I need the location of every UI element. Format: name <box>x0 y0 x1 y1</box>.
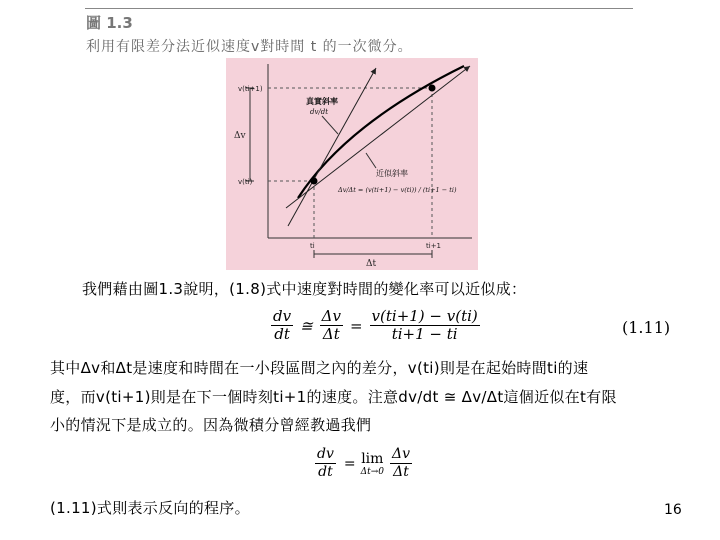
eq2-equals: = <box>343 455 356 472</box>
top-rule <box>85 8 633 9</box>
eq2-rhs-num: Δv <box>392 446 411 462</box>
label-delta-t: Δt <box>366 259 377 269</box>
eq2-lim: lim <box>361 450 384 467</box>
label-approx-formula: Δv/Δt = (v(ti+1) − v(ti)) / (ti+1 − ti) <box>338 186 457 194</box>
eq1-approx: ≅ <box>300 316 313 335</box>
eq1-equals: = <box>349 316 363 335</box>
figure-label: 圖 1.3 <box>86 14 133 32</box>
label-v-next: v(ti+1) <box>238 85 263 93</box>
label-t-i: ti <box>310 242 315 250</box>
closing-sentence: (1.11)式則表示反向的程序。 <box>50 499 250 517</box>
eq2-lhs-den: dt <box>318 464 333 480</box>
point-t-next <box>429 85 436 92</box>
eq2-lhs-num: dv <box>317 446 334 462</box>
true-slope-leader <box>322 116 338 134</box>
figure-caption: 利用有限差分法近似速度v對時間 t 的一次微分。 <box>86 39 413 55</box>
eq2-rhs-den: Δt <box>393 464 409 480</box>
figure-panel <box>226 58 478 270</box>
equation-1-11 <box>268 308 483 343</box>
approx-slope-leader <box>366 153 376 168</box>
intro-sentence: 我們藉由圖1.3說明，(1.8)式中速度對時間的變化率可以近似成： <box>82 280 527 298</box>
equation-number: (1.11) <box>622 318 671 337</box>
paragraph-line-3: 小的情況下是成立的。因為微積分曾經教過我們 <box>50 416 372 434</box>
eq1-rhs-num: v(ti+1) − v(ti) <box>371 307 478 325</box>
tangent-line <box>288 68 376 226</box>
paragraph-line-1: 其中Δv和Δt是速度和時間在一小段區間之內的差分，v(ti)則是在起始時間ti的速 <box>50 359 589 377</box>
eq2-limit <box>361 451 384 477</box>
velocity-curve <box>298 66 464 198</box>
paragraph-line-2: 度，而v(ti+1)則是在下一個時刻ti+1的速度。注意dv/dt ≅ Δv/Δt這個近似在t有限 <box>50 388 617 406</box>
label-v-i: v(ti) <box>238 178 253 186</box>
label-t-next: ti+1 <box>426 242 442 250</box>
page-number: 16 <box>664 502 682 518</box>
point-t-i <box>311 178 318 185</box>
eq2-lim-sub: Δt→0 <box>360 466 384 477</box>
eq1-lhs-den: dt <box>274 325 290 343</box>
eq1-lhs-num: dv <box>273 307 292 325</box>
label-true-slope-title: 真實斜率 <box>306 97 338 106</box>
eq1-rhs-den: ti+1 − ti <box>391 325 458 343</box>
label-delta-v: Δv <box>234 131 246 141</box>
equation-limit <box>312 446 415 481</box>
label-approx-slope-title: 近似斜率 <box>376 169 408 178</box>
eq1-mid-num: Δv <box>321 307 341 325</box>
finite-difference-diagram <box>226 58 478 270</box>
label-true-slope-expr: dv/dt <box>310 108 329 116</box>
eq1-mid-den: Δt <box>322 325 340 343</box>
